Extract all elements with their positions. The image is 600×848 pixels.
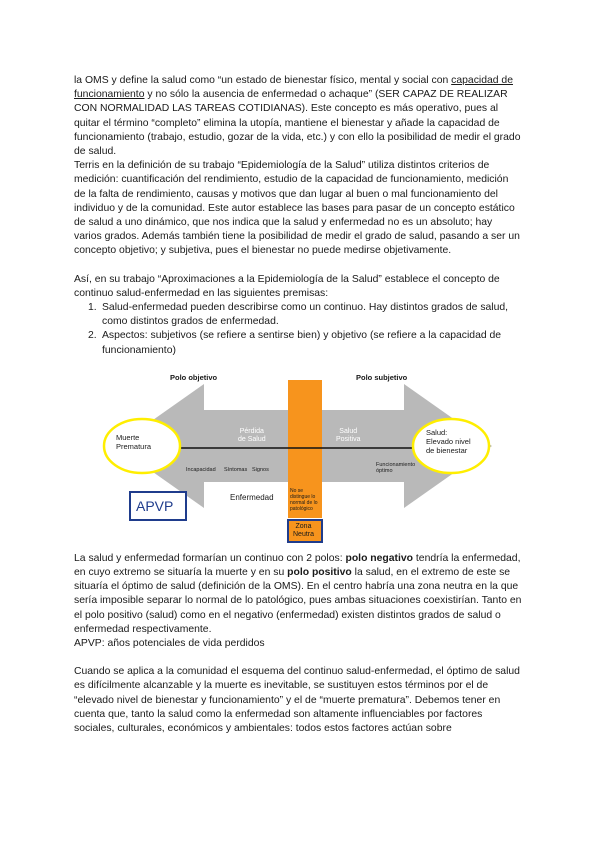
label-signos: Signos	[252, 466, 269, 473]
bold-polo-positivo: polo positivo	[287, 567, 352, 579]
continuum-diagram	[74, 366, 522, 546]
label-sintomas: Síntomas	[224, 466, 248, 473]
list-item: 1. Salud-enfermedad pueden describirse como un continuo. Hay distintos grados de salud, como distintos grados de enfermedad.	[88, 302, 509, 328]
paragraph-apvp: APVP: años potenciales de vida perdidos	[74, 638, 265, 650]
label-apvp: APVP	[136, 497, 174, 514]
paragraph-oms	[74, 74, 522, 159]
underlined-text: capacidad de funcionamiento	[74, 75, 513, 101]
paragraph-comunidad: Cuando se aplica a la comunidad el esquema del continuo salud-enfermedad, el óptimo de salud es difícilmente alcanzable y la muerte es inevitable, se sustituyen estos términos por el de “elevado nivel de bienestar y funcionamiento” y el de “muerte prematura”. Debemos tener en cuenta que, tanto la salud como la enfermedad son altamente influenciables por factores sociales, culturales, económicos y ambientales: todos estos factores actúan sobre	[74, 666, 520, 735]
label-salud-optima: Salud: Elevado nivel de bienestar	[426, 427, 471, 455]
document-page	[74, 74, 522, 736]
paragraph-terris: Terris en la definición de su trabajo “Epidemiología de la Salud” utiliza distintos criterios de medición: cuantificación del rendimiento, estudio de la capacidad de funcionamiento, medición de la falta de rendimiento, causas y motivos que dan lugar al buen o mal funcionamiento del individuo y de la comunidad. Este autor establece las bases para pasar de un concepto estático de salud a uno dinámico, que nos indica que la salud y enfermedad no es un absoluto; hay varios grados. Además también tiene la posibilidad de medir el grado de salud, pasando a ser un concepto objetivo; y subjetiva, pues el bienestar no puede medirse objetivamente.	[74, 160, 520, 257]
label-muerte: Muerte Prematura	[116, 432, 152, 451]
paragraph-polos: La salud y enfermedad formarían un continuo con 2 polos: polo negativo tendría la enfermedad, en cuyo extremo se situaría la muerte y en su polo positivo la salud, en el extremo de este se situaría el óptimo de salud (definición de la OMS). En el centro habría una zona neutra en la que sería imposible separar lo normal de lo patológico, pues ambas situaciones coexistirían. Tanto en el polo positivo (salud) como en el negativo (enfermedad) existen distintos grados de salud o enfermedad respectivamente.	[74, 552, 522, 635]
label-polo-subjetivo: Polo subjetivo	[356, 372, 408, 382]
label-polo-objetivo: Polo objetivo	[170, 372, 218, 382]
label-enfermedad: Enfermedad	[230, 492, 274, 502]
text-run: y no sólo la ausencia de enfermedad o achaque” (SER CAPAZ DE REALIZAR CON NORMALIDAD LAS TAREAS COTIDIANAS). Este concepto es más operativo, pues al quitar el término “completo” elimina la utopía, mantiene el bienestar y añade la capacidad de funcionamiento (trabajo, estudio, gozar de la vida, etc.) y con ello la posibilidad de medir el grado de salud.	[74, 89, 521, 158]
list-item: 2. Aspectos: subjetivos (se refiere a sentirse bien) y objetivo (se refiere a la capacidad de funcionamiento)	[88, 330, 502, 356]
label-salud-positiva: Salud Positiva	[336, 427, 361, 443]
label-incapacidad: Incapacidad	[186, 466, 216, 473]
diagram-graphics	[74, 366, 522, 546]
text-run: la OMS y define la salud como “un estado de bienestar físico, mental y social con	[74, 75, 452, 86]
label-no-distingue: No se distingue lo normal de lo patológico	[290, 487, 318, 512]
bold-polo-negativo: polo negativo	[345, 552, 414, 564]
label-funcionamiento: Funcionamiento óptimo	[376, 461, 416, 475]
label-zona-neutra: Zona Neutra	[293, 522, 315, 538]
label-perdida: Pérdida de Salud	[238, 427, 266, 443]
premises-list	[74, 301, 522, 358]
paragraph-aproximaciones: Así, en su trabajo “Aproximaciones a la Epidemiología de la Salud” establece el concepto de continuo salud-enfermedad en las siguientes premisas:	[74, 273, 500, 299]
